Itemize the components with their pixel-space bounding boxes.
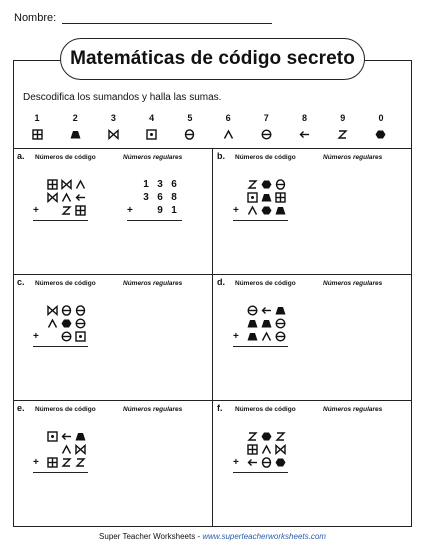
trap-icon (261, 192, 272, 203)
key-number: 1 (34, 113, 40, 123)
key-item (215, 113, 241, 142)
code-digit (59, 304, 73, 317)
regular-digit: 1 (143, 179, 149, 190)
regular-row (127, 191, 182, 204)
trap-icon (70, 129, 81, 140)
grid-icon (47, 457, 58, 468)
caret-icon (261, 444, 272, 455)
page-title: Matemáticas de código secreto (60, 38, 365, 80)
key-number: 2 (72, 113, 78, 123)
key-symbol (100, 126, 126, 142)
regular-digit: 1 (171, 205, 177, 216)
key-number: 0 (378, 113, 384, 123)
key-item (330, 113, 356, 142)
code-row (33, 317, 88, 330)
code-digit (273, 330, 287, 343)
code-digit (259, 456, 273, 469)
regular-numbers-header: Números regulares (323, 406, 383, 413)
code-numbers-header: Números de código (235, 154, 296, 161)
problem-label: a. (17, 151, 25, 161)
key-item (177, 113, 203, 142)
trap-icon (275, 205, 286, 216)
key-symbol (24, 126, 50, 142)
trap-icon (75, 431, 86, 442)
code-digit (45, 330, 59, 343)
regular-numbers-header: Números regulares (123, 406, 183, 413)
key-number: 5 (187, 113, 193, 123)
caret-icon (75, 179, 86, 190)
code-digit (273, 456, 287, 469)
code-digit (245, 204, 259, 217)
plus-sign: + (33, 205, 39, 216)
code-digit (259, 178, 273, 191)
code-digit (73, 304, 87, 317)
problem-label: f. (217, 403, 223, 413)
code-digit (245, 330, 259, 343)
hex-icon (261, 205, 272, 216)
code-digit (259, 191, 273, 204)
bowtie-icon (108, 129, 119, 140)
problem-label: d. (217, 277, 225, 287)
problem-panel-c (13, 274, 212, 400)
code-digit (245, 304, 259, 317)
symbol-key (24, 113, 394, 142)
code-digit (273, 178, 287, 191)
circbar-icon (261, 129, 272, 140)
problem-label: e. (17, 403, 25, 413)
caret-icon (247, 205, 258, 216)
code-digit (59, 191, 73, 204)
plus-sign: + (233, 457, 239, 468)
trap-icon (275, 305, 286, 316)
code-row (33, 456, 88, 469)
sqdot-icon (47, 431, 58, 442)
name-label: Nombre: (14, 12, 57, 24)
grid-icon (47, 179, 58, 190)
code-numbers-header: Números de código (35, 280, 96, 287)
problem-panel-a (13, 148, 212, 274)
code-problem (233, 430, 288, 473)
circbar-icon (61, 331, 72, 342)
z-icon (275, 431, 286, 442)
ovalbar-icon (275, 179, 286, 190)
code-digit (245, 317, 259, 330)
footer (0, 532, 425, 541)
arrow-icon (247, 457, 258, 468)
problem-panel-e (13, 400, 212, 526)
name-row (14, 12, 272, 24)
key-symbol (139, 126, 165, 142)
arrow-icon (61, 431, 72, 442)
code-row (33, 191, 88, 204)
instructions: Descodifica los sumandos y halla las sumas. (23, 92, 222, 103)
plus-sign: + (33, 457, 39, 468)
ovalbar-icon (61, 305, 72, 316)
sum-line (33, 220, 88, 221)
key-symbol (62, 126, 88, 142)
bowtie-icon (47, 305, 58, 316)
sum-line (233, 472, 288, 473)
key-item (292, 113, 318, 142)
key-item (100, 113, 126, 142)
code-digit (73, 330, 87, 343)
code-digit (245, 443, 259, 456)
z-icon (61, 457, 72, 468)
code-digit (73, 456, 87, 469)
code-digit (245, 191, 259, 204)
regular-digit: 6 (157, 192, 163, 203)
code-row (233, 191, 288, 204)
sqdot-icon (75, 331, 86, 342)
regular-row (127, 178, 182, 191)
grid-icon (275, 192, 286, 203)
code-digit (73, 178, 87, 191)
caret-icon (61, 444, 72, 455)
regular-digit: 3 (143, 192, 149, 203)
code-row (233, 317, 288, 330)
grid-icon (75, 205, 86, 216)
regular-digit: 8 (171, 192, 177, 203)
trap-icon (247, 318, 258, 329)
code-numbers-header: Números de código (235, 280, 296, 287)
code-numbers-header: Números de código (235, 406, 296, 413)
code-digit (45, 456, 59, 469)
code-digit (259, 430, 273, 443)
sum-line (127, 220, 182, 221)
caret-icon (47, 318, 58, 329)
code-digit (73, 430, 87, 443)
key-number: 3 (110, 113, 116, 123)
bowtie-icon (61, 179, 72, 190)
code-numbers-header: Números de código (35, 154, 96, 161)
code-digit (273, 443, 287, 456)
arrow-icon (75, 192, 86, 203)
code-digit (273, 204, 287, 217)
regular-problem (127, 178, 182, 221)
code-digit (45, 204, 59, 217)
key-symbol (215, 126, 241, 142)
code-digit (273, 191, 287, 204)
bowtie-icon (75, 444, 86, 455)
regular-digit: 6 (171, 179, 177, 190)
ovalbar-icon (75, 305, 86, 316)
circbar-icon (275, 318, 286, 329)
caret-icon (261, 331, 272, 342)
code-digit (245, 430, 259, 443)
regular-numbers-header: Números regulares (123, 280, 183, 287)
name-input-line[interactable] (62, 13, 272, 24)
code-digit (45, 317, 59, 330)
code-row (233, 178, 288, 191)
key-number: 6 (225, 113, 231, 123)
code-digit (59, 443, 73, 456)
key-item (368, 113, 394, 142)
footer-url[interactable]: www.superteacherworksheets.com (202, 532, 326, 541)
bowtie-icon (275, 444, 286, 455)
plus-sign: + (127, 205, 133, 216)
code-problem (33, 178, 88, 221)
z-icon (61, 205, 72, 216)
key-item (24, 113, 50, 142)
plus-sign: + (233, 331, 239, 342)
plus-sign: + (33, 331, 39, 342)
sqdot-icon (146, 129, 157, 140)
code-row (233, 443, 288, 456)
code-digit (259, 204, 273, 217)
code-row (233, 304, 288, 317)
key-item (253, 113, 279, 142)
hex-icon (261, 431, 272, 442)
grid-icon (247, 444, 258, 455)
code-digit (59, 430, 73, 443)
code-digit (273, 304, 287, 317)
key-symbol (292, 126, 318, 142)
bowtie-icon (47, 192, 58, 203)
code-digit (45, 178, 59, 191)
trap-icon (261, 318, 272, 329)
code-digit (73, 443, 87, 456)
sum-line (33, 346, 88, 347)
hex-icon (61, 318, 72, 329)
caret-icon (223, 129, 234, 140)
footer-text: Super Teacher Worksheets - (99, 532, 203, 541)
ovalbar-icon (184, 129, 195, 140)
sum-line (233, 346, 288, 347)
code-digit (59, 317, 73, 330)
trap-icon (247, 331, 258, 342)
code-problem (33, 430, 88, 473)
hex-icon (275, 457, 286, 468)
code-digit (45, 191, 59, 204)
circbar-icon (275, 331, 286, 342)
regular-digit: 9 (157, 205, 163, 216)
arrow-icon (261, 305, 272, 316)
regular-numbers-header: Números regulares (323, 280, 383, 287)
key-number: 9 (340, 113, 346, 123)
code-numbers-header: Números de código (35, 406, 96, 413)
code-digit (73, 317, 87, 330)
code-row (33, 204, 88, 217)
regular-row (127, 204, 182, 217)
problem-panel-f (213, 400, 412, 526)
code-digit (259, 304, 273, 317)
sum-line (33, 472, 88, 473)
code-digit (273, 317, 287, 330)
hex-icon (375, 129, 386, 140)
key-symbol (177, 126, 203, 142)
grid-icon (32, 129, 43, 140)
key-number: 4 (149, 113, 155, 123)
code-digit (45, 304, 59, 317)
code-digit (259, 317, 273, 330)
key-symbol (330, 126, 356, 142)
z-icon (247, 431, 258, 442)
code-digit (73, 191, 87, 204)
code-digit (259, 330, 273, 343)
code-digit (73, 204, 87, 217)
code-problem (233, 304, 288, 347)
caret-icon (61, 192, 72, 203)
code-row (33, 304, 88, 317)
regular-numbers-header: Números regulares (123, 154, 183, 161)
code-digit (245, 178, 259, 191)
code-digit (273, 430, 287, 443)
problem-label: b. (217, 151, 225, 161)
code-row (233, 456, 288, 469)
code-digit (59, 456, 73, 469)
code-problem (33, 304, 88, 347)
code-digit (59, 178, 73, 191)
regular-numbers-header: Números regulares (323, 154, 383, 161)
code-digit (59, 330, 73, 343)
key-number: 8 (302, 113, 308, 123)
code-row (33, 178, 88, 191)
key-item (139, 113, 165, 142)
code-row (33, 330, 88, 343)
hex-icon (261, 179, 272, 190)
code-digit (59, 204, 73, 217)
problem-panel-b (213, 148, 412, 274)
code-row (233, 204, 288, 217)
code-row (233, 430, 288, 443)
code-row (33, 443, 88, 456)
sqdot-icon (247, 192, 258, 203)
regular-digit: 3 (157, 179, 163, 190)
key-symbol (368, 126, 394, 142)
problem-panel-d (213, 274, 412, 400)
z-icon (75, 457, 86, 468)
code-problem (233, 178, 288, 221)
key-number: 7 (263, 113, 269, 123)
code-digit (245, 456, 259, 469)
key-item (62, 113, 88, 142)
code-row (233, 330, 288, 343)
problem-label: c. (17, 277, 25, 287)
circbar-icon (247, 305, 258, 316)
key-symbol (253, 126, 279, 142)
regular-digit (139, 204, 153, 217)
z-icon (337, 129, 348, 140)
arrow-icon (299, 129, 310, 140)
code-digit (45, 430, 59, 443)
code-digit (45, 443, 59, 456)
plus-sign: + (233, 205, 239, 216)
code-row (33, 430, 88, 443)
z-icon (247, 179, 258, 190)
ovalbar-icon (261, 457, 272, 468)
sum-line (233, 220, 288, 221)
circbar-icon (75, 318, 86, 329)
code-digit (259, 443, 273, 456)
